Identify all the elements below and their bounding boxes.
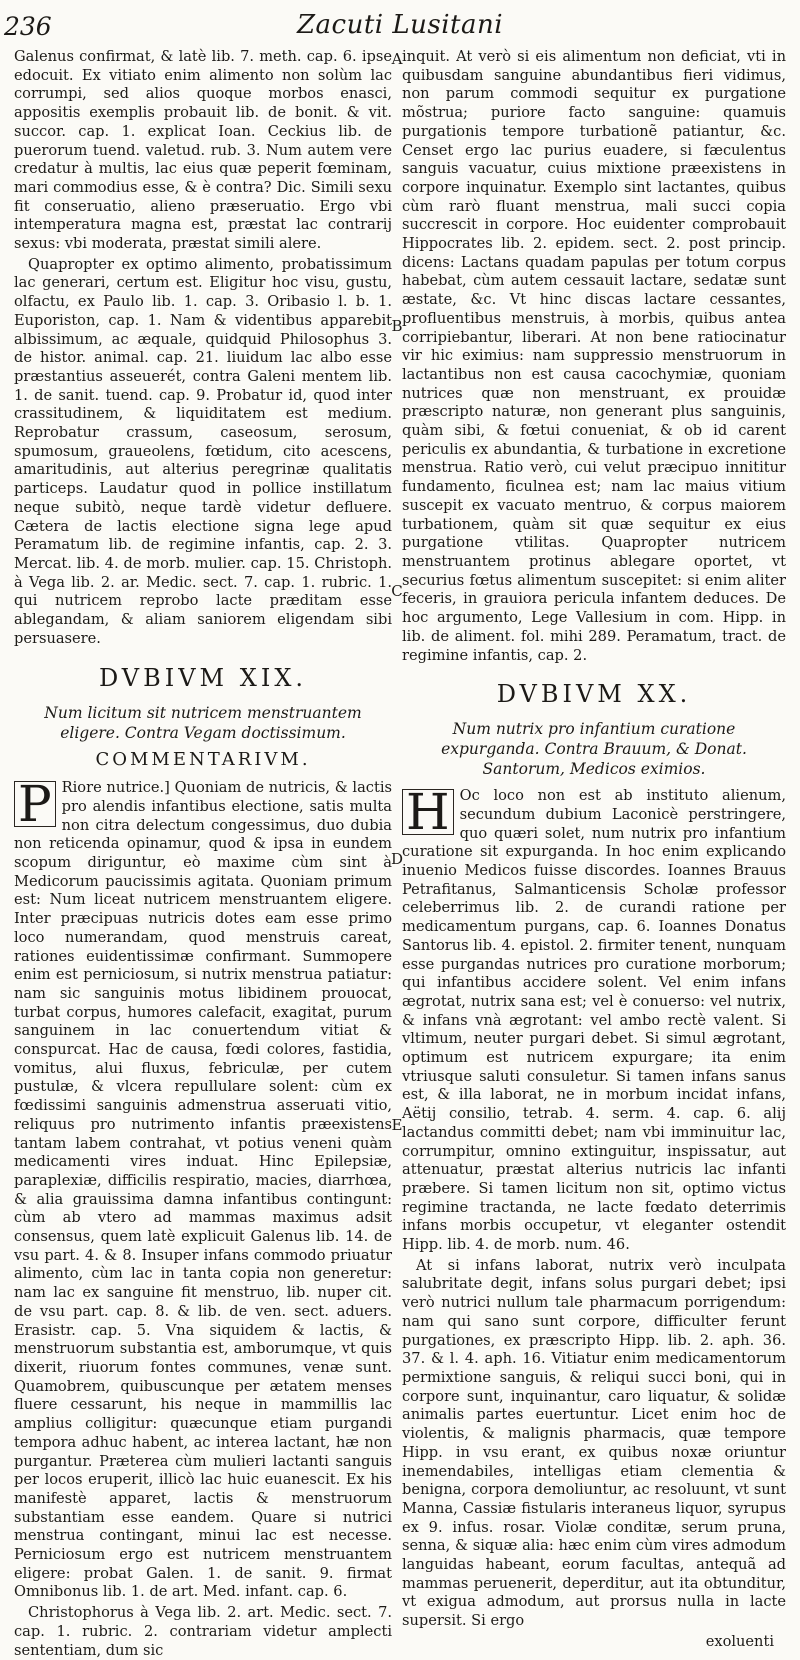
left-paragraph-2: Quapropter ex optimo alimento, probatissimum lac generari, certum est. Eligitur hoc visu, gustu, olfactu, ex Paulo lib. 1. cap. 3. Oribasio l. b. 1. Euporiston, cap. 1. Nam & videntibus apparebit albissimum, ac æquale, quidquid Philosophus 3. de histor. animal. cap. 21. liuidum lac albo esse præstantius asseuerét, contra Galeni mentem lib. 1. de sanit. tuend. cap. 9. Probatur id, quod inter crassitudinem, & liquiditatem est medium. Reprobatur crassum, caseosum, serosum, spumosum, graueolens, fœtidum, cito acescens, amaritudinis, aut alterius peregrinæ qualitatis particeps. Laudatur quod in pollice instillatum neque subitò, neque tardè videtur defluere. Cætera de lactis electione signa lege apud Peramatum lib. de regimine infantis, cap. 2. 3. Mercat. lib. 4. de morb. mulier. cap. 15. Christoph. à Vega lib. 2. ar. Medic. sect. 7. cap. 1. rubric. 1. qui nutricem reprobo lacte præditam esse ablegandam, & aliam saniorem eligendam sibi persuasere. xyxy=(14,255,392,647)
page-number: 236 xyxy=(4,12,52,41)
question-heading-xx: Num nutrix pro infantium curatione expurganda. Contra Brauum, & Donat. Santorum, Medicos eximios. xyxy=(441,720,747,779)
right-column xyxy=(402,48,786,1650)
commentarium-heading: COMMENTARIVM. xyxy=(95,748,311,770)
question-heading-xix: Num licitum sit nutricem menstruantem eligere. Contra Vegam doctissimum. xyxy=(44,703,362,742)
margin-letter-d: D xyxy=(390,850,404,868)
right-paragraph-2-text: Oc loco non est ab instituto alienum, secundum dubium Laconicè perstringere, quo quæri solet, num nutrix pro infantium curatione sit expurganda. In hoc enim explicando inuenio Medicos fuisse discordes. Ioannes Brauus Petrafitanus, Salmanticensis Scholæ professor celeberrimus lib. 2. de curandi ratione per medicamentum purgans, cap. 6. Ioannes Donatus Santorus lib. 4. epistol. 2. firmiter tenent, nunquam esse purgandas nutrices pro curatione morborum; qui infantibus accidere solent. Vel enim infans ægrotat, nutrix sana est; vel è conuerso: vel nutrix, & infans vnà ægrotant: vel ambo rectè valent. Si vltimum, neuter purgari debet. Si simul ægrotant, optimum est nutricem expurgare; ita enim vtriusque saluti consuletur. Si tamen infans sanus est, & illa laborat, ne in morbum incidat infans, Aëtij consilio, tetrab. 4. serm. 4. cap. 6. alij lactandus committi debet; nam vbi imminuitur lac, corrumpitur, omnino extinguitur, inspissatur, aut attenuatur, præstat alterius nutricis lac infanti præbere. Si tamen licitum non sit, optimo victus regimine tractanda, ne lacte fœdato deterrimis infans morbis occupetur, vt eleganter ostendit Hipp. lib. 4. de morb. num. 46. xyxy=(402,787,786,1254)
drop-cap-h: H xyxy=(402,789,454,835)
right-paragraph-1: inquit. At verò si eis alimentum non deficiat, vti in quibusdam sanguine abundantibus fieri vidimus, non parum commodi sequitur ex purgatione mõstrua; puriore facto sanguine: quamuis purgationis tempore turbationẽ patiantur, &c. Censet ergo lac purius euadere, si fæculentus sanguis vacuatur, cuius mixtione præexistens in corpore inquinatur. Exemplo sint lactantes, quibus cùm rarò fluant menstrua, mali succi copia succrescit in corpore. Hoc euidenter comprobauit Hippocrates lib. 2. epidem. sect. 2. post princip. dicens: Lactans quadam papulas per totum corpus habebat, cùm autem cessauit lactare, sedatæ sunt æstate, &c. Vt hinc discas lactare cessantes, profluentibus menstruis, à morbis, quibus antea corripiebantur, liberari. At non bene ratiocinatur vir hic eximius: nam suppressio menstruorum in lactantibus non est causa cacochymiæ, quoniam nutrices quæ non menstruant, ex prouidæ præscripto naturæ, non generant plus sanguinis, quàm sibi, & fœtui conueniat, & ob id carent periculis ex abundantia, & turbatione in excretione menstrua. Ratio verò, cui velut præcipuo innititur fundamento, ficulnea est; nam lac maius vitium suscepit ex vacuato mentruo, & corpus maiorem turbationem, quàm sit quæ sequitur ex eius purgatione vtilitas. Quapropter nutricem menstruantem protinus ablegare oportet, vt securius fœtus alimentum suscepitet: si enim aliter feceris, in grauiora pericula infantem deduces. De hoc argumento, Lege Vallesium in com. Hipp. in lib. de aliment. fol. mihi 289. Peramatum, tract. de regimine infantis, cap. 2. xyxy=(402,48,786,664)
left-paragraph-3-text: Riore nutrice.] Quoniam de nutricis, & lactis pro alendis infantibus electione, satis multa non citra delectum congessimus, duo dubia non reticenda opinamur, quod & ipsa in eundem scopum diriguntur, eò maxime cùm sint à Medicorum paucissimis agitata. Quoniam primum est: Num liceat nutricem menstruantem eligere. Inter præcipuas nutricis dotes eam esse primo loco numerandam, quod menstruis careat, rationes euidentissimæ confirmant. Summopere enim est perniciosum, si nutrix menstrua patiatur: nam sic sanguinis motus libidinem prouocat, turbat corpus, humores calefacit, exagitat, purum sanguinem in lac conuertendum vitiat & conspurcat. Hac de causa, fœdi colores, fastidia, vomitus, alui fluxus, febriculæ, per cutem pustulæ, & vlcera repullulare solent: cùm ex fœdissimi sanguinis admenstrua asseruati vitio, reliquus pro nutrimento infantis præexistens tantam labem contrahat, vt potius veneni quàm medicamenti vires induat. Hinc Epilepsiæ, paraplexiæ, difficilis respiratio, macies, diarrhœa, & alia grauissima damna infantibus contingunt: cùm ab vtero ad mammas maximus adsit consensus, quem latè explicuit Galenus lib. 14. de vsu part. 4. & 8. Insuper infans commodo priuatur alimento, cùm lac in tanta copia non generetur: nam lac ex sanguine fit menstruo, lib. nuper cit. de vsu part. cap. 8. & lib. de ven. sect. aduers. Erasistr. cap. 5. Vna siquidem & lactis, & menstruorum substantia est, amborumque, vt quis dixerit, riuorum fontes communes, venæ sunt. Quamobrem, quibuscunque per ætatem menses fluere cessarunt, his neque in mammillis lac amplius colligitur: quæcunque etiam purgandi tempora adhuc habent, ac interea lactant, hæ non purgantur. Præterea cùm mulieri lactanti sanguis per locos eruperit, illicò lac huic euanescit. Ex his manifestè apparet, lactis & menstruorum substantiam esse eandem. Quare si nutrici menstrua contingant, minui lac est necesse. Perniciosum ergo est nutricem menstruantem eligere: probat Galen. 1. de sanit. 9. firmat Omnibonus lib. 1. de art. Med. infant. cap. 6. xyxy=(14,779,392,1601)
page-header xyxy=(0,0,800,48)
catchword: exoluenti xyxy=(705,1632,774,1650)
right-paragraph-3: At si infans laborat, nutrix verò inculpata salubritate degit, infans solus purgari debet; ipsi verò nutrici nullum tale pharmacum porrigendum: nam qui sano sunt corpore, difficulter ferunt purgationes, ex præscripto Hipp. lib. 2. aph. 36. 37. & l. 4. aph. 16. Vitiatur enim medicamentorum permixtione sanguis, & reliqui succi boni, qui in corpore sunt, inquinantur, caro liquatur, & solidæ animalis partes euertuntur. Licet enim hoc de violentis, & malignis pharmacis, quæ tempore Hipp. in vsu erant, ex quibus noxæ oriuntur inemendabiles, intelligas etiam clementia & benigna, corpora demoliuntur, ac resoluunt, vt sunt Manna, Cassiæ fistularis interaneus liquor, syrupus ex 9. infus. rosar. Violæ conditæ, serum pruna, senna, & siquæ alia: hæc enim cùm vires admodum languidas habeant, eorum facultas, antequã ad mammas peruenerit, deperditur, aut ita obtunditur, vt exigua admodum, aut prorsus nulla in lacte supersit. Si ergo xyxy=(402,1256,786,1630)
margin-letter-e: E xyxy=(391,1116,403,1134)
left-paragraph-1: Galenus confirmat, & latè lib. 7. meth. cap. 6. ipse edocuit. Ex vitiato enim alimento non solùm lac corrumpi, sed alios quoque morbos enasci, appositis exemplis probauit lib. de bonit. & vit. succor. cap. 1. explicat Ioan. Ceckius lib. de puerorum tuend. valetud. rub. 3. Num autem vere credatur à multis, lac eius quæ peperit fœminam, mari commodius esse, & è contra? Dic. Simili sexu fit conseruatio, alieno præseruatio. Ergo vbi intemperatura magna est, præstat lac contrarij sexus: vbi moderata, præstat simili alere. xyxy=(14,48,392,253)
drop-cap-p: P xyxy=(14,781,56,827)
left-paragraph-3 xyxy=(14,775,392,1602)
margin-letter-a: A xyxy=(391,50,403,68)
running-title: Zacuti Lusitani xyxy=(296,10,504,40)
right-paragraph-2 xyxy=(402,783,786,1255)
left-column xyxy=(14,48,392,1659)
margin-letter-c: C xyxy=(391,582,403,600)
margin-letter-b: B xyxy=(391,317,403,335)
left-paragraph-4: Christophorus à Vega lib. 2. art. Medic. sect. 7. cap. 1. rubric. 2. contrariam videtur amplecti sententiam, dum sic xyxy=(14,1604,392,1659)
dubium-heading-xx: DVBIVM XX. xyxy=(496,680,692,709)
dubium-heading-xix: DVBIVM XIX. xyxy=(98,663,308,692)
